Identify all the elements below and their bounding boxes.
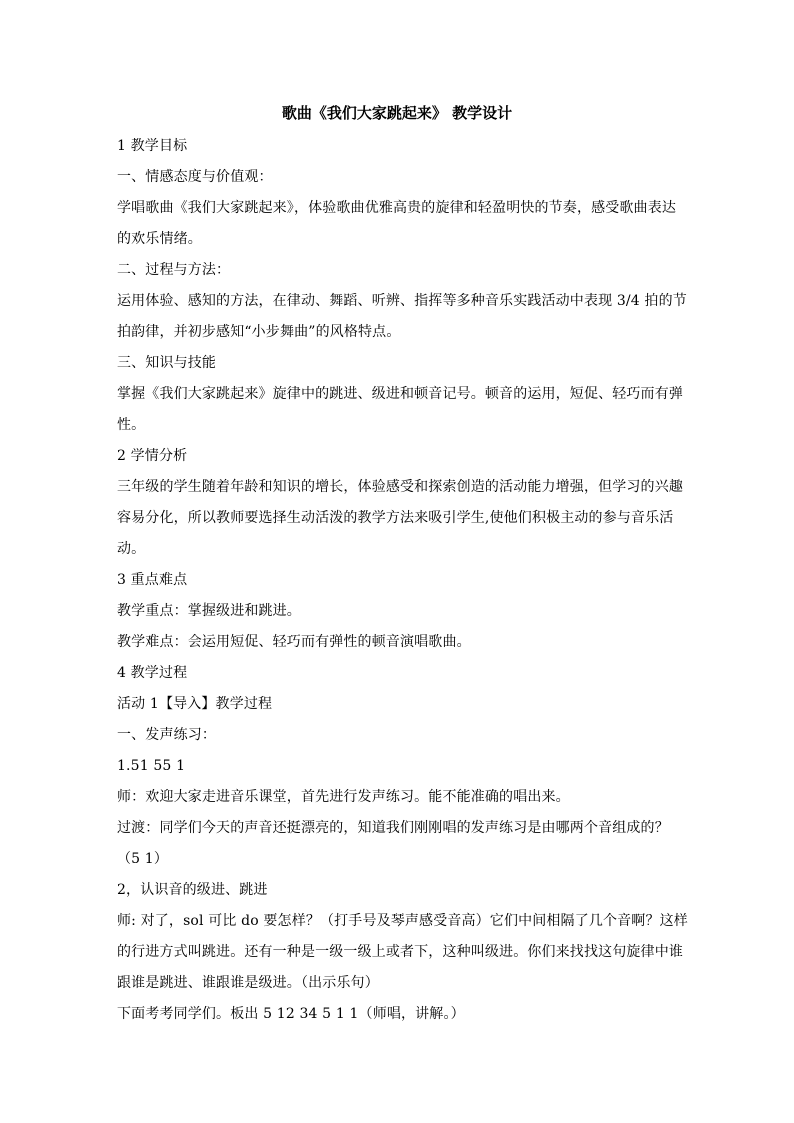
text-line: 下面考考同学们。板出 5 12 34 5 1 1（师唱，讲解。） xyxy=(117,1006,465,1022)
subheading-knowledge: 三、知识与技能 xyxy=(117,355,217,371)
text-line: 掌握《我们大家跳起来》旋律中的跳进、级进和顿音记号。顿音的运用，短促、轻巧而有弹 xyxy=(117,386,683,402)
text-line: 的欢乐情绪。 xyxy=(117,231,202,247)
text-line: 学唱歌曲《我们大家跳起来》，体验歌曲优雅高贵的旋律和轻盈明快的节奏，感受歌曲表达 xyxy=(117,200,676,216)
section-heading-analysis: 2 学情分析 xyxy=(117,448,188,464)
text-line: 过渡：同学们今天的声音还挺漂亮的，知道我们刚刚唱的发声练习是由哪两个音组成的？ xyxy=(117,820,669,836)
text-line: 活动 1【导入】教学过程 xyxy=(117,696,273,712)
subheading-emotion: 一、情感态度与价值观： xyxy=(117,169,273,185)
section-heading-key-points: 3 重点难点 xyxy=(117,572,188,588)
text-line: 跟谁是跳进、谁跟谁是级进。（出示乐句） xyxy=(117,975,379,991)
document-body xyxy=(117,131,688,1030)
text-line: 拍韵律，并初步感知“小步舞曲”的风格特点。 xyxy=(117,324,401,340)
text-line: 的行进方式叫跳进。还有一种是一级一级上或者下，这种叫级进。你们来找找这句旋律中谁 xyxy=(117,944,683,960)
text-line: 师: 对了，sol 可比 do 要怎样？（打手号及琴声感受音高）它们中间相隔了几个音啊？这样 xyxy=(117,913,688,929)
text-line: 三年级的学生随着年龄和知识的增长，体验感受和探索创造的活动能力增强，但学习的兴趣 xyxy=(117,479,683,495)
text-line: 师：欢迎大家走进音乐课堂，首先进行发声练习。能不能准确的唱出来。 xyxy=(117,789,570,805)
text-line: 教学难点：会运用短促、轻巧而有弹性的顿音演唱歌曲。 xyxy=(117,634,471,650)
text-line: 2，认识音的级进、跳进 xyxy=(117,882,268,898)
text-line: （5 1） xyxy=(117,851,169,867)
text-line: 性。 xyxy=(117,417,146,433)
text-line: 1.51 55 1 xyxy=(117,758,186,774)
text-line: 动。 xyxy=(117,541,146,557)
document-title: 歌曲《我们大家跳起来》 教学设计 xyxy=(281,104,513,122)
section-heading-objectives: 1 教学目标 xyxy=(117,138,188,154)
section-heading-process: 4 教学过程 xyxy=(117,665,188,681)
text-line: 运用体验、感知的方法，在律动、舞蹈、听辨、指挥等多种音乐实践活动中表现 3/4 拍的节 xyxy=(117,293,687,309)
subheading-process: 二、过程与方法： xyxy=(117,262,231,278)
text-line: 容易分化，所以教师要选择生动活泼的教学方法来吸引学生,使他们积极主动的参与音乐活 xyxy=(117,510,674,526)
text-line: 教学重点：掌握级进和跳进。 xyxy=(117,603,301,619)
text-line: 一、发声练习： xyxy=(117,727,217,743)
